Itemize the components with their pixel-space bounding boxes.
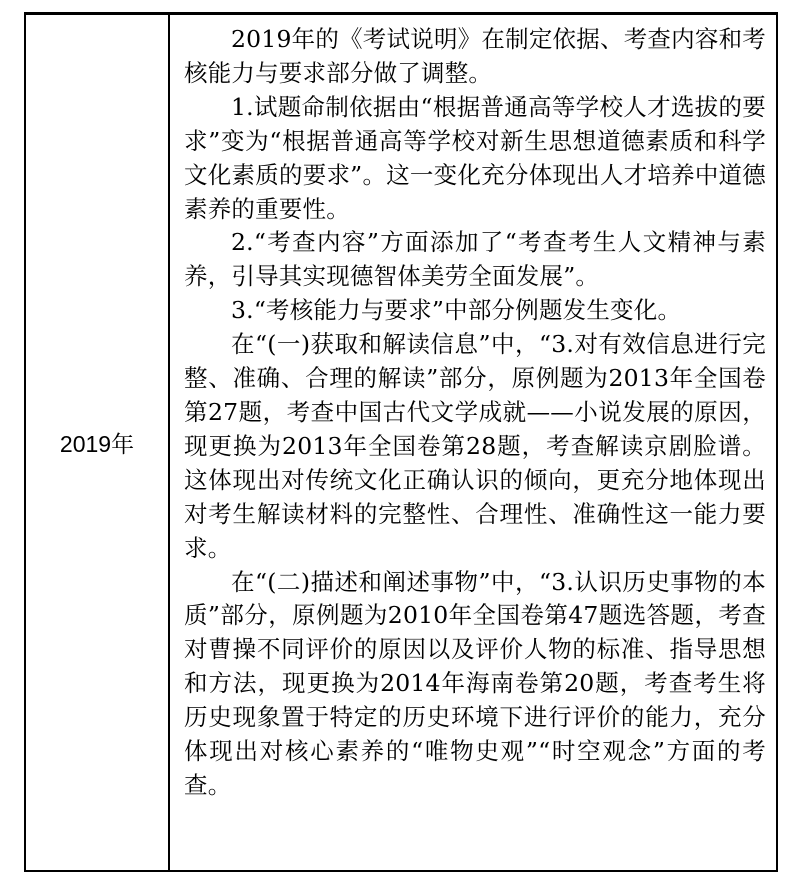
- point-2-paragraph: 2.“考查内容”方面添加了“考查考生人文精神与素养，引导其实现德智体美劳全面发展”。: [184, 228, 766, 291]
- year-cell: [26, 15, 170, 870]
- comparison-table: [24, 12, 778, 872]
- section-1-paragraph: 在“(一)获取和解读信息”中，“3.对有效信息进行完整、准确、合理的解读”部分，原例题为2013年全国卷第27题，考查中国古代文学成就——小说发展的原因，现更换为2013年全国卷第28题，考查解读京剧脸谱。这体现出对传统文化正确认识的倾向，更充分地体现出对考生解读材料的完整性、合理性、准确性这一能力要求。: [184, 330, 766, 562]
- content-cell: [170, 15, 776, 870]
- section-2-paragraph: 在“(二)描述和阐述事物”中，“3.认识历史事物的本质”部分，原例题为2010年全国卷第47题选答题，考查对曹操不同评价的原因以及评价人物的标准、指导思想和方法，现更换为2014年海南卷第20题，考查考生将历史现象置于特定的历史环境下进行评价的能力，充分体现出对核心素养的“唯物史观”“时空观念”方面的考查。: [184, 567, 766, 799]
- year-label: 2019年: [59, 431, 135, 457]
- intro-paragraph: 2019年的《考试说明》在制定依据、考查内容和考核能力与要求部分做了调整。: [184, 25, 766, 87]
- point-3-paragraph: 3.“考核能力与要求”中部分例题发生变化。: [231, 296, 682, 325]
- point-1-paragraph: 1.试题命制依据由“根据普通高等学校人才选拔的要求”变为“根据普通高等学校对新生思想道德素质和科学文化素质的要求”。这一变化充分体现出人才培养中道德素养的重要性。: [184, 92, 766, 223]
